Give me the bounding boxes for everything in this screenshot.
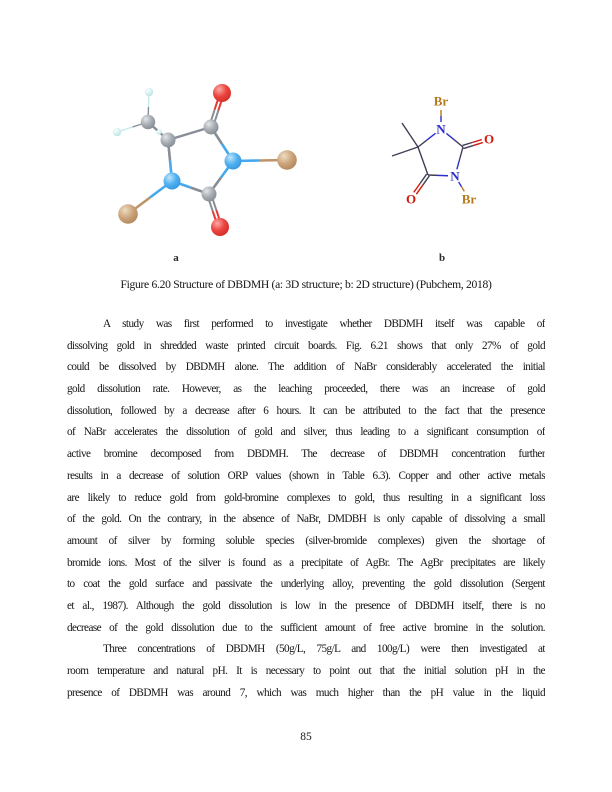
page-number: 85 [300, 731, 312, 743]
figure-label-a: a [173, 252, 179, 264]
atom-C [141, 115, 155, 129]
atom-C [161, 133, 176, 148]
text-line: active bromine decomposed from DBDMH. The decrease of DBDMH concentration further [67, 448, 545, 461]
atom-N [164, 173, 181, 190]
atom-label-Br: Br [461, 191, 477, 207]
text-line: presence of DBDMH was around 7, which was much higher than the pH value in the liquid [67, 686, 545, 699]
text-line: A study was first performed to investigate whether DBDMH itself was capable of [103, 318, 545, 330]
text-line: decrease of the gold dissolution due to the sufficient amount of free active bromine in the solution. [67, 621, 545, 634]
text-line: room temperature and natural pH. It is necessary to point out that the initial solution pH in the [67, 665, 545, 677]
atom-O [211, 218, 229, 236]
text-line: results in a decrease of solution ORP values (shown in Table 6.3). Copper and other active metals [67, 469, 545, 482]
atom-C [204, 120, 219, 135]
molecule-3d-ball-stick [113, 84, 297, 236]
text-line: dissolution, followed by a decrease after 6 hours. It can be attributed to the fact that the presence [67, 404, 545, 417]
atom-label-N: N [436, 121, 446, 137]
atom-H [145, 88, 153, 96]
atom-Br [118, 204, 138, 224]
atom-label-Br: Br [433, 93, 449, 109]
atom-label-O: O [405, 191, 417, 207]
atom-label-O: O [483, 131, 495, 147]
atom-label-N: N [450, 168, 460, 184]
molecule-2d-structure [392, 94, 494, 207]
text-line: are likely to reduce gold from gold-bromine complexes to gold, thus resulting in a significant loss [67, 491, 545, 504]
text-line: gold dissolution rate. However, as the leaching proceeded, there was an increase of gold [67, 383, 545, 396]
figure-6-20-image [0, 0, 612, 272]
text-line: amount of silver by forming soluble species (silver-bromide complexes) given the shortage of [67, 534, 545, 547]
atom-N [225, 153, 242, 170]
figure-caption: Figure 6.20 Structure of DBDMH (a: 3D structure; b: 2D structure) (Pubchem, 2018) [120, 278, 492, 291]
text-line: of the gold. On the contrary, in the absence of NaBr, DMDBH is only capable of dissolving a small [67, 513, 545, 526]
text-line: et al., 1987). Although the gold dissolution is low in the presence of DBDMH itself, there is no [67, 599, 545, 612]
atom-H [156, 129, 161, 134]
atom-H [113, 128, 121, 136]
atom-C [202, 187, 217, 202]
text-line: could be dissolved by DBDMH alone. The addition of NaBr considerably accelerated the initial [67, 361, 545, 374]
text-line: bromide ions. Most of the silver is found as a precipitate of AgBr. The AgBr precipitates are likely [67, 556, 545, 569]
text-line: dissolving gold in shredded waste printed circuit boards. Fig. 6.21 shows that only 27% of gold [67, 339, 545, 352]
text-line: Three concentrations of DBDMH (50g/L, 75g/L and 100g/L) were then investigated at [103, 643, 545, 656]
body-text [67, 314, 545, 704]
atom-O [213, 84, 231, 102]
text-line: to coat the gold surface and passivate the underlying alloy, preventing the gold dissolution (Sergent [67, 578, 545, 591]
text-line: of NaBr accelerates the dissolution of gold and silver, thus leading to a significant consumption of [67, 426, 545, 439]
figure-label-b: b [438, 252, 446, 264]
atom-Br [277, 150, 297, 170]
